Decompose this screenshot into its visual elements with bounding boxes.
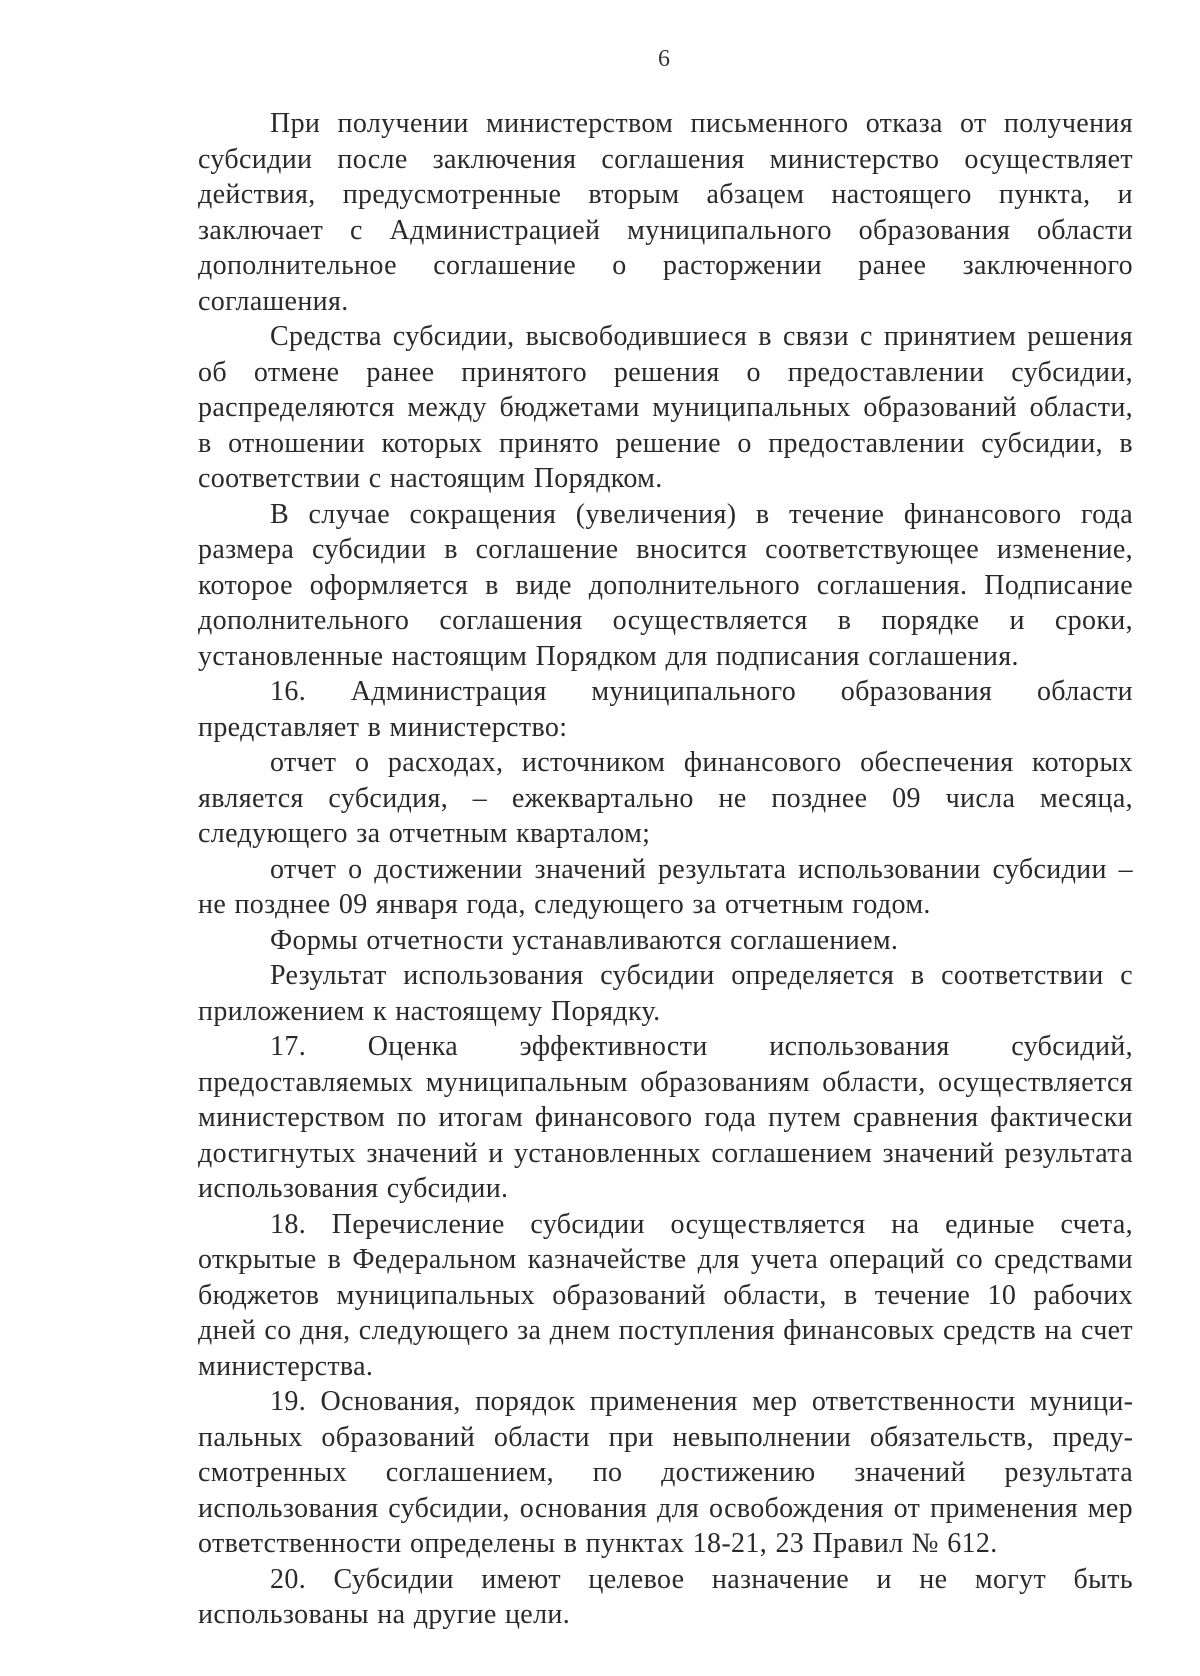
paragraph-item-16: 16. Администрация муниципального образования области представляет в министерство: [198, 676, 1133, 743]
paragraph-item-17: 17. Оценка эффективности использования субсидий, предоставляемых муниципальным образованиям области, осуществляется министерством по итогам финансового года путем сравнения фактически достигнутых значений и установленных соглашением значений результата использования субсидии. [198, 1031, 1133, 1204]
paragraph-item-18: 18. Перечисление субсидии осуществляется на единые счета, открытые в Федеральном казначействе для учета операций со средствами бюджетов муниципальных образований области, в течение 10 рабочих дней со дня, следующего за днем поступления финансовых средств на счет министерства. [198, 1208, 1133, 1382]
paragraph-expense-report: отчет о расходах, источником финансового обеспечения которых является субсидия, – ежеквартально не позднее 09 числа месяца, следующего за отчетным кварталом; [198, 747, 1133, 849]
paragraph-report-forms: Формы отчетности устанавливаются соглашением. [270, 924, 899, 956]
paragraph-refusal: При получении министерством письменного отказа от получения субсидии после заключения соглашения министерство осуществляет действия, предусмотренные вторым абзацем настоящего пункта, и заключает с Администрацией муниципального образования области дополнительное соглашение о расторжении ранее заключенного соглашения. [198, 108, 1133, 317]
paragraph-result-report: отчет о достижении значений результата использовании субсидии – не позднее 09 января года, следующего за отчетным годом. [198, 853, 1133, 920]
paragraph-item-19: 19. Основания, порядок применения мер ответственности муниципальных образований области при невыполнении обязательств, предусмотренных соглашением, по достижению значений результата использования субсидии, основания для освобождения от применения мер ответственности определены в пунктах 18-21, 23 Правил № 612. [198, 1386, 1133, 1559]
document-body [198, 106, 1133, 1633]
paragraph-result-definition: Результат использования субсидии определяется в соответствии с приложением к настоящему Порядку. [198, 960, 1133, 1027]
paragraph-size-change: В случае сокращения (увеличения) в течение финансового года размера субсидии в соглашение вносится соответствующее изменение, которое оформляется в виде дополнительного соглашения. Подписание дополнительного соглашения осуществляется в порядке и сроки, установленные настоящим Порядком для подписания соглашения. [198, 498, 1133, 672]
page-number: 6 [658, 46, 670, 72]
paragraph-item-20: 20. Субсидии имеют целевое назначение и не могут быть использованы на другие цели. [198, 1563, 1133, 1630]
paragraph-released-funds: Средства субсидии, высвободившиеся в связи с принятием решения об отмене ранее принятого решения о предоставлении субсидии, распределяются между бюджетами муниципальных образований области, в отношении которых принято решение о предоставлении субсидии, в соответствии с настоящим Порядком. [198, 321, 1133, 494]
